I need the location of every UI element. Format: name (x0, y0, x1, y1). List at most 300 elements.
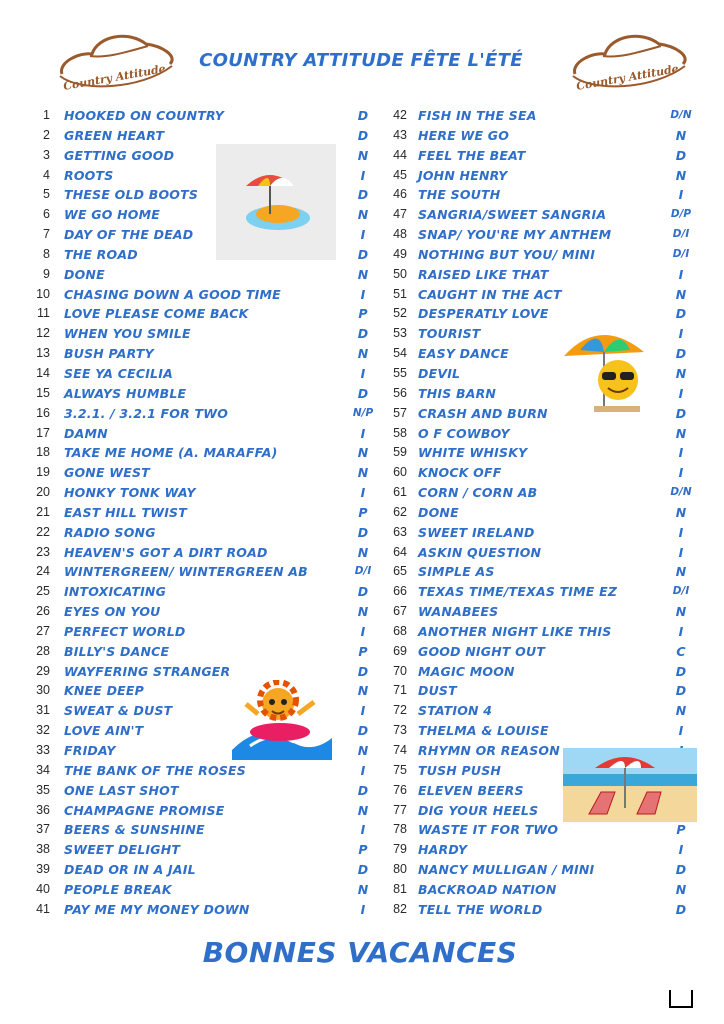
song-level: D/I (672, 585, 690, 598)
logo-text-right: Country Attitude (575, 62, 680, 93)
song-title: DESPERATLY LOVE (418, 306, 549, 322)
song-title: EAST HILL TWIST (64, 504, 187, 520)
song-level: N (675, 564, 687, 580)
song-row (385, 543, 697, 563)
song-level: I (360, 762, 366, 778)
song-row (30, 820, 375, 840)
song-number: 29 (36, 663, 50, 678)
song-number: 12 (36, 326, 50, 341)
song-number: 40 (36, 881, 50, 896)
song-level: D (357, 246, 369, 262)
song-row (385, 820, 697, 840)
song-level: D (357, 862, 369, 878)
song-row (385, 582, 697, 602)
song-level: N (357, 604, 369, 620)
song-row (385, 562, 697, 582)
song-row (30, 304, 375, 324)
song-number: 70 (393, 663, 407, 678)
song-row (30, 582, 375, 602)
song-number: 20 (36, 485, 50, 500)
song-title: EYES ON YOU (64, 604, 161, 620)
song-level: N (357, 445, 369, 461)
song-title: THIS BARN (418, 385, 497, 401)
song-row (30, 503, 375, 523)
song-level: N (675, 881, 687, 897)
song-number: 55 (393, 365, 407, 380)
song-title: RAISED LIKE THAT (418, 266, 549, 282)
song-title: DIG YOUR HEELS (418, 802, 539, 818)
song-title: PAY ME MY MONEY DOWN (64, 901, 250, 917)
song-number: 57 (393, 405, 407, 420)
song-level: D/N (670, 486, 692, 499)
song-title: SANGRIA/SWEET SANGRIA (418, 207, 607, 223)
song-number: 75 (393, 762, 407, 777)
song-title: EASY DANCE (418, 346, 509, 362)
song-number: 28 (36, 643, 50, 658)
song-level: N (675, 286, 687, 302)
song-row (385, 285, 697, 305)
song-level: I (360, 365, 366, 381)
song-title: TOURIST (418, 326, 481, 342)
song-row (385, 126, 697, 146)
song-number: 53 (393, 326, 407, 341)
song-level: D/I (672, 247, 690, 260)
song-number: 68 (393, 623, 407, 638)
song-row (30, 880, 375, 900)
song-number: 60 (393, 465, 407, 480)
song-title: STATION 4 (418, 703, 493, 719)
song-number: 76 (393, 782, 407, 797)
song-number: 54 (393, 346, 407, 361)
song-number: 77 (393, 802, 407, 817)
song-number: 38 (36, 842, 50, 857)
song-title: HARDY (418, 842, 468, 858)
song-number: 19 (36, 465, 50, 480)
song-row (385, 384, 697, 404)
song-number: 16 (36, 405, 50, 420)
song-title: FEEL THE BEAT (418, 147, 526, 163)
song-row (30, 840, 375, 860)
song-level: N (357, 802, 369, 818)
song-level: N (357, 743, 369, 758)
song-title: DONE (418, 504, 459, 520)
song-title: WASTE IT FOR TWO (418, 822, 559, 838)
song-row (30, 602, 375, 622)
song-level: N/P (352, 406, 374, 419)
song-level: I (360, 822, 366, 838)
song-row (385, 225, 697, 245)
song-title: O F COWBOY (418, 425, 510, 441)
song-row (385, 602, 697, 622)
song-title: THE SOUTH (418, 187, 501, 203)
song-level: N (675, 504, 687, 520)
song-row (30, 523, 375, 543)
song-title: GOOD NIGHT OUT (418, 643, 546, 659)
song-title: FISH IN THE SEA (418, 108, 537, 123)
song-level: N (675, 604, 687, 620)
song-number: 47 (393, 207, 407, 222)
song-level: N (675, 127, 687, 143)
song-title: LOVE AIN'T (64, 723, 144, 739)
song-level: N (675, 167, 687, 183)
corner-mark (669, 990, 693, 1008)
song-title: HONKY TONK WAY (64, 485, 196, 501)
song-level: N (357, 266, 369, 282)
song-row (30, 562, 375, 582)
song-row (30, 364, 375, 384)
song-level: I (678, 623, 684, 639)
song-row (385, 404, 697, 424)
sunglasses-smiley-umbrella-icon (560, 322, 650, 422)
song-title: SWEAT & DUST (64, 703, 173, 719)
country-attitude-logo-right (563, 22, 693, 104)
song-row (30, 622, 375, 642)
song-row (30, 344, 375, 364)
song-row (30, 662, 375, 682)
song-title: TELL THE WORLD (418, 901, 543, 917)
song-title: ALWAYS HUMBLE (64, 385, 187, 401)
song-level: I (678, 385, 684, 401)
song-level: P (358, 643, 368, 659)
song-title: GONE WEST (64, 465, 150, 481)
song-row (30, 384, 375, 404)
song-number: 27 (36, 623, 50, 638)
song-level: N (675, 425, 687, 441)
song-number: 2 (43, 127, 50, 142)
song-number: 44 (393, 147, 407, 162)
song-level: I (360, 425, 366, 441)
song-level: D (675, 147, 687, 163)
song-title: RHYMN OR REASON (418, 743, 560, 758)
song-number: 32 (36, 723, 50, 738)
song-title: WINTERGREEN/ WINTERGREEN AB (64, 564, 308, 580)
song-title: RADIO SONG (64, 524, 156, 540)
song-row (385, 463, 697, 483)
song-number: 4 (43, 167, 50, 182)
song-title: ROOTS (64, 167, 114, 183)
beach-umbrella-island-icon (216, 144, 336, 260)
song-title: GETTING GOOD (64, 147, 175, 163)
song-row (30, 285, 375, 305)
song-level: I (678, 723, 684, 739)
song-number: 1 (43, 108, 50, 122)
song-title: WANABEES (418, 604, 499, 620)
song-title: SNAP/ YOU'RE MY ANTHEM (418, 227, 612, 243)
song-number: 82 (393, 901, 407, 916)
song-number: 26 (36, 604, 50, 619)
song-number: 63 (393, 524, 407, 539)
song-row (30, 801, 375, 821)
song-number: 30 (36, 683, 50, 698)
song-title: HEAVEN'S GOT A DIRT ROAD (64, 544, 268, 560)
song-number: 11 (37, 306, 50, 321)
song-number: 21 (36, 504, 50, 519)
song-number: 5 (43, 187, 50, 202)
song-row (385, 701, 697, 721)
song-row (385, 860, 697, 880)
song-row (385, 146, 697, 166)
song-title: MAGIC MOON (418, 663, 515, 679)
country-attitude-logo-left (50, 22, 180, 104)
song-level: D (357, 127, 369, 143)
song-level: N (357, 465, 369, 481)
song-row (385, 364, 697, 384)
song-number: 23 (36, 544, 50, 559)
song-row (385, 324, 697, 344)
song-title: WHITE WHISKY (418, 445, 528, 461)
song-level: I (360, 623, 366, 639)
song-level: I (360, 286, 366, 302)
song-title: SWEET DELIGHT (64, 842, 181, 858)
song-level: D (675, 683, 687, 699)
song-title: DAMN (64, 425, 108, 441)
logo-text-left: Country Attitude (62, 62, 167, 93)
song-level: N (357, 683, 369, 699)
song-level: P (358, 504, 368, 520)
song-number: 73 (393, 723, 407, 738)
song-title: DONE (64, 266, 105, 282)
song-number: 22 (36, 524, 50, 539)
song-number: 34 (36, 762, 50, 777)
song-row (30, 642, 375, 662)
song-row (385, 721, 697, 741)
song-number: 48 (393, 227, 407, 242)
song-title: LOVE PLEASE COME BACK (64, 306, 249, 322)
song-title: WHEN YOU SMILE (64, 326, 191, 342)
song-number: 72 (393, 703, 407, 718)
song-level: D (357, 723, 369, 739)
song-level: D (357, 524, 369, 540)
song-level: D (675, 405, 687, 421)
song-level: I (360, 485, 366, 501)
song-number: 15 (36, 385, 50, 400)
song-level: D (357, 108, 369, 123)
song-row (385, 483, 697, 503)
song-row (385, 642, 697, 662)
song-row (385, 245, 697, 265)
song-title: DEAD OR IN A JAIL (64, 862, 196, 878)
song-number: 50 (393, 266, 407, 281)
song-title: BACKROAD NATION (418, 881, 557, 897)
beach-chairs-scene-icon (563, 748, 697, 822)
song-level: D (675, 306, 687, 322)
song-number: 74 (393, 743, 407, 757)
song-title: CHAMPAGNE PROMISE (64, 802, 225, 818)
song-row (385, 681, 697, 701)
song-number: 31 (36, 703, 50, 718)
song-level: N (357, 207, 369, 223)
song-row (385, 503, 697, 523)
song-title: ANOTHER NIGHT LIKE THIS (418, 623, 612, 639)
song-number: 65 (393, 564, 407, 579)
song-title: DEVIL (418, 365, 461, 381)
surfer-girl-wave-icon (222, 680, 334, 760)
song-number: 41 (36, 901, 50, 916)
song-number: 81 (393, 881, 407, 896)
song-level: C (676, 643, 686, 659)
song-row (30, 781, 375, 801)
song-level: I (678, 187, 684, 203)
song-title: CORN / CORN AB (418, 485, 538, 501)
song-title: PERFECT WORLD (64, 623, 186, 639)
song-level: D (357, 187, 369, 203)
song-level: D (675, 346, 687, 362)
song-level: I (678, 544, 684, 560)
song-level: N (675, 703, 687, 719)
song-row (30, 900, 375, 920)
song-number: 62 (393, 504, 407, 519)
song-level: P (676, 822, 686, 838)
song-number: 45 (393, 167, 407, 182)
song-row (385, 185, 697, 205)
song-title: BILLY'S DANCE (64, 643, 170, 659)
song-title: HERE WE GO (418, 127, 510, 143)
song-row (30, 860, 375, 880)
song-level: I (678, 842, 684, 858)
song-title: PEOPLE BREAK (64, 881, 172, 897)
song-level: D/I (354, 565, 372, 578)
song-level: D (675, 901, 687, 917)
song-title: HOOKED ON COUNTRY (64, 108, 224, 123)
song-number: 35 (36, 782, 50, 797)
song-row (30, 106, 375, 126)
song-number: 61 (393, 485, 407, 500)
song-level: N (357, 544, 369, 560)
song-title: SWEET IRELAND (418, 524, 535, 540)
song-title: KNOCK OFF (418, 465, 502, 481)
song-number: 78 (393, 822, 407, 837)
song-level: D/P (670, 208, 692, 221)
song-level: I (360, 703, 366, 719)
song-number: 46 (393, 187, 407, 202)
song-number: 42 (393, 108, 407, 122)
song-row (30, 463, 375, 483)
song-title: NANCY MULLIGAN / MINI (418, 862, 595, 878)
song-title: KNEE DEEP (64, 683, 144, 699)
song-level: N (675, 365, 687, 381)
song-row (30, 126, 375, 146)
song-row (30, 761, 375, 781)
song-number: 39 (36, 862, 50, 877)
song-number: 9 (43, 266, 50, 281)
song-title: BUSH PARTY (64, 346, 154, 362)
song-level: I (678, 266, 684, 282)
song-number: 3 (43, 147, 50, 162)
song-level: D (675, 862, 687, 878)
song-number: 36 (36, 802, 50, 817)
song-number: 17 (36, 425, 50, 440)
song-level: D (357, 782, 369, 798)
song-level: D/I (672, 228, 690, 241)
song-number: 52 (393, 306, 407, 321)
song-title: DAY OF THE DEAD (64, 227, 194, 243)
song-title: TAKE ME HOME (A. MARAFFA) (64, 445, 278, 461)
song-title: CAUGHT IN THE ACT (418, 286, 562, 302)
song-level: D (357, 385, 369, 401)
song-title: DUST (418, 683, 457, 699)
song-level: N (357, 346, 369, 362)
song-row (385, 523, 697, 543)
song-title: ONE LAST SHOT (64, 782, 179, 798)
song-number: 69 (393, 643, 407, 658)
song-row (385, 344, 697, 364)
song-title: THELMA & LOUISE (418, 723, 549, 739)
song-number: 37 (36, 822, 50, 837)
song-title: WE GO HOME (64, 207, 160, 223)
song-level: P (358, 842, 368, 858)
song-row (385, 622, 697, 642)
song-number: 13 (36, 346, 50, 361)
song-title: THE BANK OF THE ROSES (64, 762, 246, 778)
song-title: SEE YA CECILIA (64, 365, 173, 381)
song-title: BEERS & SUNSHINE (64, 822, 205, 838)
song-title: TUSH PUSH (418, 762, 502, 778)
song-number: 59 (393, 445, 407, 460)
song-number: 18 (36, 445, 50, 460)
song-number: 6 (43, 207, 50, 222)
song-number: 58 (393, 425, 407, 440)
song-number: 25 (36, 584, 50, 599)
song-level: I (678, 465, 684, 481)
song-level: D/N (670, 109, 692, 121)
song-number: 14 (36, 365, 50, 380)
song-number: 49 (393, 246, 407, 261)
song-row (385, 166, 697, 186)
song-row (385, 662, 697, 682)
song-title: ELEVEN BEERS (418, 782, 524, 798)
song-number: 56 (393, 385, 407, 400)
song-title: TEXAS TIME/TEXAS TIME EZ (418, 584, 618, 600)
song-title: JOHN HENRY (418, 167, 508, 183)
song-title: CHASING DOWN A GOOD TIME (64, 286, 281, 302)
song-level: I (360, 227, 366, 243)
song-row (30, 543, 375, 563)
song-row (385, 106, 697, 126)
song-level: P (358, 306, 368, 322)
song-row (30, 404, 375, 424)
song-number: 71 (393, 683, 407, 698)
song-title: THE ROAD (64, 246, 138, 262)
song-level: D (675, 663, 687, 679)
song-title: WAYFERING STRANGER (64, 663, 231, 679)
song-row (385, 443, 697, 463)
song-row (385, 304, 697, 324)
song-title: 3.2.1. / 3.2.1 FOR TWO (64, 405, 229, 421)
song-level: I (678, 445, 684, 461)
song-title: CRASH AND BURN (418, 405, 548, 421)
song-number: 24 (36, 564, 50, 579)
song-number: 66 (393, 584, 407, 599)
song-row (385, 840, 697, 860)
song-level: I (360, 901, 366, 917)
song-title: FRIDAY (64, 743, 116, 758)
song-row (30, 324, 375, 344)
song-number: 33 (36, 743, 50, 757)
song-number: 80 (393, 862, 407, 877)
page-title: COUNTRY ATTITUDE FÊTE L'ÉTÉ (199, 50, 523, 71)
song-row (385, 205, 697, 225)
song-title: GREEN HEART (64, 127, 165, 143)
song-row (385, 424, 697, 444)
song-row (385, 900, 697, 920)
song-number: 64 (393, 544, 407, 559)
song-level: D (357, 663, 369, 679)
song-level: I (678, 524, 684, 540)
song-title: ASKIN QUESTION (418, 544, 542, 560)
song-row (30, 443, 375, 463)
song-level: N (357, 147, 369, 163)
footer-message: BONNES VACANCES (202, 936, 518, 969)
